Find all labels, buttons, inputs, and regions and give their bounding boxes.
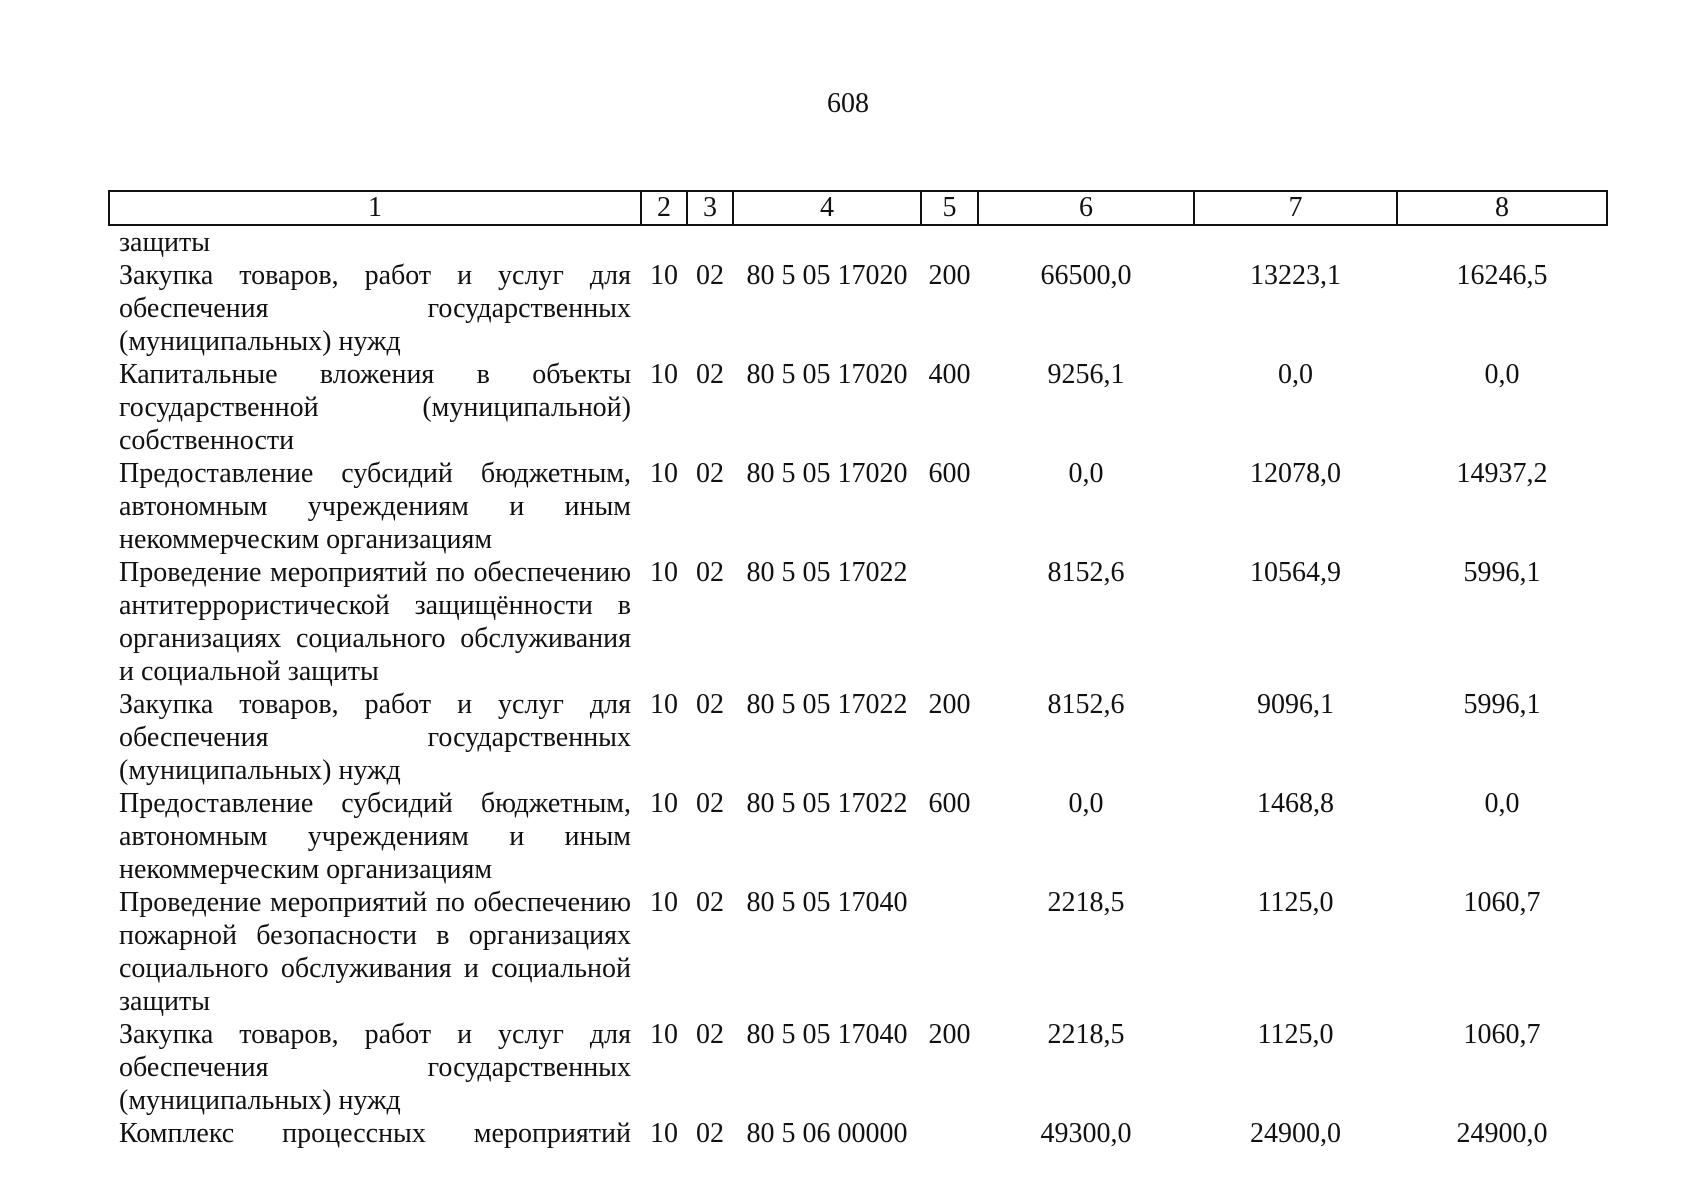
row-value-7: 1125,0 [1257,1019,1334,1050]
table-body [109,225,1607,1150]
row-subsection: 02 [696,887,724,918]
row-value-8: 1060,7 [1463,1019,1541,1050]
row-section: 10 [650,887,678,918]
header-col-6: 6 [978,191,1194,225]
table-row [109,556,1607,688]
row-value-7: 1468,8 [1257,788,1334,819]
row-value-8: 0,0 [1484,788,1520,819]
row-value-6: 2218,5 [1047,887,1125,918]
row-value-8: 5996,1 [1463,557,1541,588]
row-value-8: 5996,1 [1463,689,1541,720]
row-name: Предоставление субсидий бюджетным, автономным учреждениям и иным некоммерческим организациям [119,788,631,885]
row-expense-type: 200 [928,260,971,291]
row-target-code: 80 5 06 00000 [746,1118,908,1149]
row-subsection: 02 [696,557,724,588]
row-name: Предоставление субсидий бюджетным, автономным учреждениям и иным некоммерческим организациям [119,458,631,555]
row-name: защиты [119,227,211,258]
row-target-code: 80 5 05 17020 [746,260,908,291]
row-section: 10 [650,1118,678,1149]
row-value-6: 2218,5 [1047,1019,1125,1050]
row-name: Проведение мероприятий по обеспечению антитеррористической защищённости в организациях социального обслуживания и социальной защиты [119,557,631,687]
header-col-3: 3 [687,191,733,225]
table-row [109,1117,1607,1150]
table-row [109,358,1607,457]
row-section: 10 [650,788,678,819]
row-value-6: 0,0 [1068,458,1104,489]
row-expense-type: 200 [928,1019,971,1050]
header-col-1: 1 [109,191,641,225]
row-target-code: 80 5 05 17020 [746,458,908,489]
row-subsection: 02 [696,1019,724,1050]
table-row [109,787,1607,886]
header-col-4: 4 [733,191,921,225]
row-subsection: 02 [696,689,724,720]
row-value-6: 8152,6 [1047,689,1125,720]
row-section [641,225,687,259]
row-value-6: 9256,1 [1047,359,1125,390]
row-section: 10 [650,689,678,720]
row-target-code: 80 5 05 17022 [746,788,908,819]
row-value-8: 0,0 [1484,359,1520,390]
row-value-8 [1397,225,1607,259]
row-name: Проведение мероприятий по обеспечению пожарной безопасности в организациях социального обслуживания и социальной защиты [119,887,631,1017]
row-value-7: 24900,0 [1250,1118,1341,1149]
row-section: 10 [650,557,678,588]
row-section: 10 [650,260,678,291]
row-target-code: 80 5 05 17022 [746,557,908,588]
row-subsection [687,225,733,259]
row-expense-type [921,556,978,688]
row-target-code: 80 5 05 17040 [746,887,908,918]
page-number: 608 [827,88,869,119]
row-subsection: 02 [696,260,724,291]
row-value-7: 1125,0 [1257,887,1334,918]
row-expense-type [921,1117,978,1150]
row-section: 10 [650,359,678,390]
row-value-6: 8152,6 [1047,557,1125,588]
row-value-6: 0,0 [1068,788,1104,819]
header-col-5: 5 [921,191,978,225]
header-col-8: 8 [1397,191,1607,225]
row-value-7: 0,0 [1278,359,1313,390]
row-name: Закупка товаров, работ и услуг для обеспечения государственных (муниципальных) нужд [119,689,631,786]
row-expense-type: 200 [928,689,971,720]
row-value-7: 9096,1 [1257,689,1334,720]
row-target-code [733,225,921,259]
row-value-8: 1060,7 [1463,887,1541,918]
row-expense-type: 400 [928,359,971,390]
row-expense-type: 600 [928,788,971,819]
table-row [109,1018,1607,1117]
header-col-2: 2 [641,191,687,225]
table-row [109,886,1607,1018]
row-value-8: 24900,0 [1456,1118,1548,1149]
row-expense-type [921,886,978,1018]
row-value-7 [1194,225,1397,259]
row-expense-type: 600 [928,458,971,489]
row-subsection: 02 [696,788,724,819]
table-row [109,457,1607,556]
row-name: Капитальные вложения в объекты государственной (муниципальной) собственности [119,359,631,456]
row-section: 10 [650,1019,678,1050]
header-row [109,191,1607,225]
budget-table [108,190,1608,1150]
row-target-code: 80 5 05 17022 [746,689,908,720]
table-header [109,191,1607,225]
row-value-6: 49300,0 [1040,1118,1132,1149]
table-row [109,259,1607,358]
row-value-7: 12078,0 [1250,458,1341,489]
row-expense-type [921,225,978,259]
row-value-7: 10564,9 [1250,557,1341,588]
row-subsection: 02 [696,458,724,489]
row-section: 10 [650,458,678,489]
row-name: Комплекс процессных мероприятий [119,1118,631,1149]
table-row [109,225,1607,259]
row-subsection: 02 [696,359,724,390]
row-name: Закупка товаров, работ и услуг для обеспечения государственных (муниципальных) нужд [119,1019,631,1116]
row-value-7: 13223,1 [1250,260,1341,291]
table-row [109,688,1607,787]
row-name: Закупка товаров, работ и услуг для обеспечения государственных (муниципальных) нужд [119,260,631,357]
row-value-8: 16246,5 [1456,260,1548,291]
row-subsection: 02 [696,1118,724,1149]
row-value-8: 14937,2 [1456,458,1548,489]
header-col-7: 7 [1194,191,1397,225]
row-value-6 [978,225,1194,259]
row-target-code: 80 5 05 17040 [746,1019,908,1050]
row-target-code: 80 5 05 17020 [746,359,908,390]
row-value-6: 66500,0 [1040,260,1132,291]
